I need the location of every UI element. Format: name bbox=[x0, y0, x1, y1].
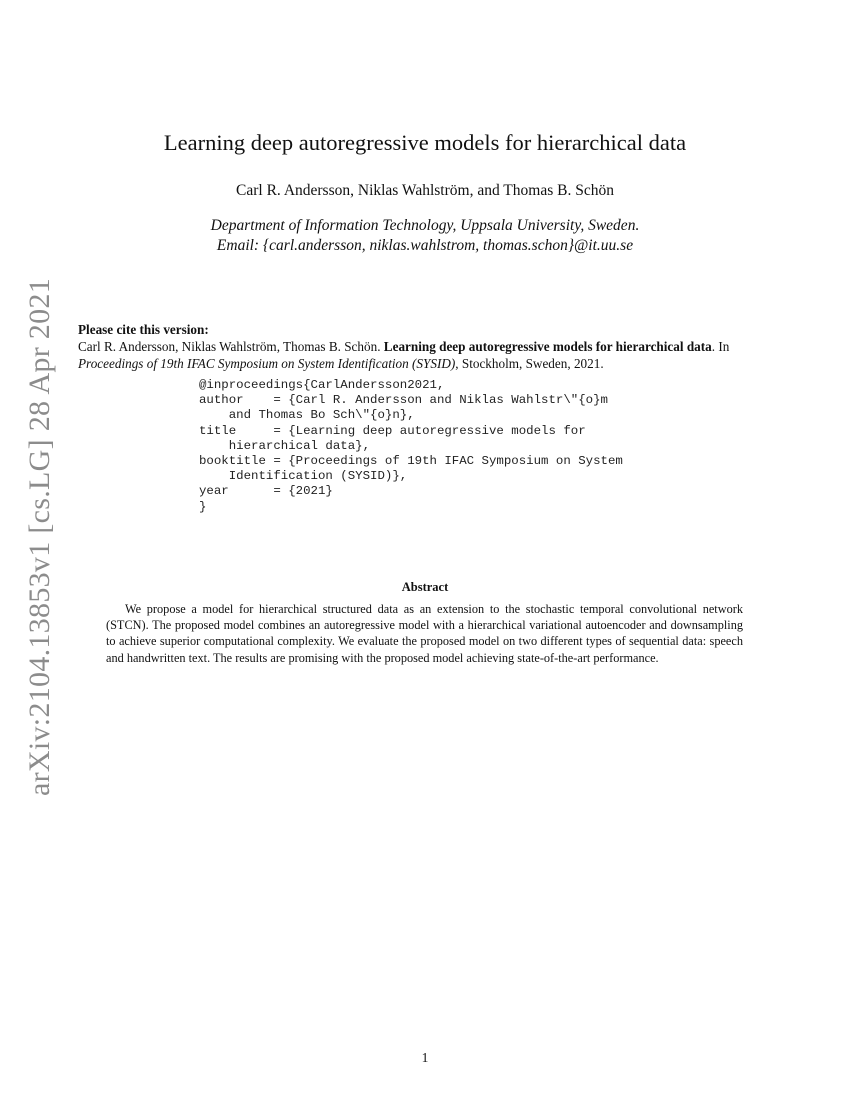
citation-authors: Carl R. Andersson, Niklas Wahlström, Thomas B. Schön. bbox=[78, 339, 381, 354]
bibtex-entry bbox=[199, 378, 623, 515]
citation-paper-title: Learning deep autoregressive models for hierarchical data bbox=[383, 339, 712, 354]
bibtex-line: @inproceedings{CarlAndersson2021, bbox=[199, 378, 445, 392]
citation-venue: Proceedings of 19th IFAC Symposium on System Identification (SYSID) bbox=[78, 356, 456, 371]
bibtex-line: year = {2021} bbox=[199, 484, 333, 499]
affiliation-department: Department of Information Technology, Uppsala University, Sweden. bbox=[210, 217, 640, 234]
bibtex-line: } bbox=[199, 499, 207, 514]
citation-notice bbox=[78, 321, 778, 372]
author-list: Carl R. Andersson, Niklas Wahlström, and Thomas B. Schön bbox=[236, 182, 614, 199]
citation-in-text: . In bbox=[711, 339, 730, 354]
abstract-heading: Abstract bbox=[401, 580, 449, 594]
citation-heading: Please cite this version: bbox=[78, 322, 209, 337]
arxiv-identifier-stamp: arXiv:2104.13853v1 [cs.LG] 28 Apr 2021 bbox=[23, 277, 56, 797]
bibtex-line: booktitle = {Proceedings of 19th IFAC Symposium on System bbox=[199, 454, 623, 469]
bibtex-line: author = {Carl R. Andersson and Niklas Wahlstr\"{o}m bbox=[199, 393, 608, 408]
affiliation-block bbox=[0, 216, 850, 256]
paper-title: Learning deep autoregressive models for hierarchical data bbox=[163, 130, 687, 155]
bibtex-line: hierarchical data}, bbox=[199, 438, 371, 453]
bibtex-line: Identification (SYSID)}, bbox=[199, 469, 408, 484]
abstract-text: We propose a model for hierarchical structured data as an extension to the stochastic temporal convolutional network (STCN). The proposed model combines an autoregressive model with a hierarchical variational autoencoder and downsampling to achieve superior computational complexity. We evaluate the proposed model on two different types of sequential data: speech and handwritten text. The results are promising with the proposed model achieving state-of-the-art performance. bbox=[106, 602, 743, 665]
affiliation-email: Email: {carl.andersson, niklas.wahlstrom, thomas.schon}@it.uu.se bbox=[216, 237, 634, 254]
citation-location-year: , Stockholm, Sweden, 2021. bbox=[455, 356, 604, 371]
bibtex-line: title = {Learning deep autoregressive models for bbox=[199, 423, 586, 438]
page-number: 1 bbox=[421, 1050, 429, 1065]
bibtex-line: and Thomas Bo Sch\"{o}n}, bbox=[199, 408, 415, 423]
